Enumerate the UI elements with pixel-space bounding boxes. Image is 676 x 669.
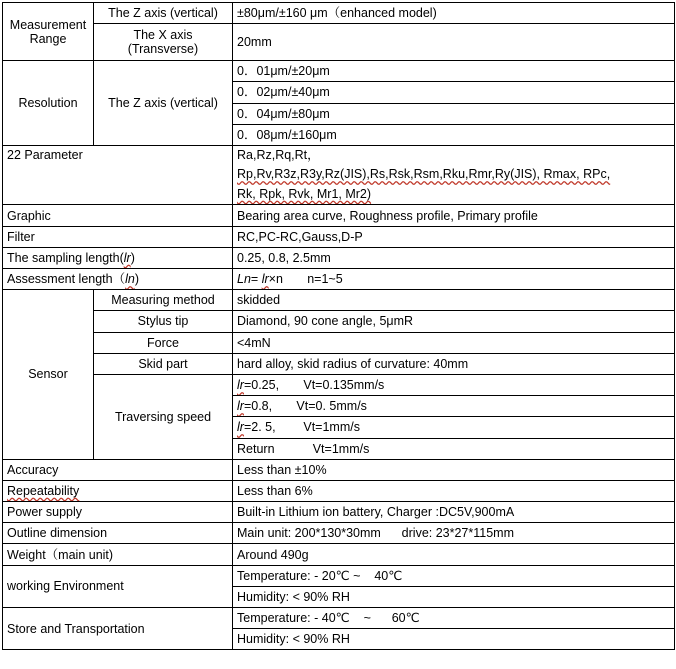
sensor-method-label: Measuring method [94, 290, 233, 311]
store-temp-value: Temperature: - 40℃ ~ 60℃ [233, 608, 675, 629]
row-store-temp [3, 608, 675, 629]
weight-label: Weight（main unit) [3, 544, 233, 565]
measurement-z-value: ±80μm/±160 μm（enhanced model) [233, 3, 675, 24]
sensor-stylus-label: Stylus tip [94, 311, 233, 332]
assessment-rest: ×n n=1~5 [268, 272, 343, 287]
resolution-z-label: The Z axis (vertical) [94, 61, 233, 146]
parameter-line-3: Rk, Rpk, Rvk, Mr1, Mr2) [237, 186, 372, 201]
graphic-value: Bearing area curve, Roughness profile, Primary profile [233, 205, 675, 226]
measurement-x-value: 20mm [233, 24, 675, 61]
row-measurement-x [3, 24, 675, 61]
resolution-value: 0．01μm/±20μm [233, 61, 675, 82]
sensor-force-value: <4mN [233, 332, 675, 353]
graphic-label: Graphic [3, 205, 233, 226]
speed-lr: lr [237, 420, 244, 435]
sensor-return-value: Return Vt=1mm/s [233, 438, 675, 459]
working-label: working Environment [3, 565, 233, 607]
row-working-temp [3, 565, 675, 586]
row-sensor-method [3, 290, 675, 311]
row-sensor-stylus [3, 311, 675, 332]
row-filter [3, 226, 675, 247]
power-value: Built-in Lithium ion battery, Charger :DC5V,900mA [233, 502, 675, 523]
resolution-label: Resolution [3, 61, 94, 146]
sampling-label [3, 247, 233, 268]
store-label: Store and Transportation [3, 608, 233, 650]
assessment-label-symbol: ln [125, 272, 135, 287]
assessment-lr: lr [261, 272, 269, 287]
row-power [3, 502, 675, 523]
speed-rest: =0.25, Vt=0.135mm/s [243, 378, 385, 393]
row-assessment [3, 269, 675, 290]
resolution-value: 0．08μm/±160μm [233, 124, 675, 145]
row-resolution-1 [3, 61, 675, 82]
sampling-value: 0.25, 0.8, 2.5mm [233, 247, 675, 268]
sensor-speed-label: Traversing speed [94, 374, 233, 459]
measurement-z-label: The Z axis (vertical) [94, 3, 233, 24]
row-sensor-speed-1 [3, 374, 675, 395]
filter-label: Filter [3, 226, 233, 247]
assessment-label-post: ) [134, 272, 140, 287]
sensor-skid-value: hard alloy, skid radius of curvature: 40mm [233, 353, 675, 374]
assessment-eq: = [250, 272, 262, 287]
assessment-label-pre: Assessment length（ [7, 272, 126, 287]
parameter-value [233, 145, 675, 205]
working-temp-value: Temperature: - 20℃ ~ 40℃ [233, 565, 675, 586]
accuracy-value: Less than ±10% [233, 459, 675, 480]
parameter-label: 22 Parameter [3, 145, 233, 205]
parameter-line-2: Rp,Rv,R3z,R3y,Rz(JIS),Rs,Rsk,Rsm,Rku,Rmr,Ry(JIS), Rmax, RPc, [237, 167, 611, 182]
sampling-label-pre: The sampling length( [7, 250, 124, 265]
sampling-label-post: ) [130, 250, 135, 265]
power-label: Power supply [3, 502, 233, 523]
assessment-ln: Ln [237, 272, 251, 287]
row-weight [3, 544, 675, 565]
parameter-line-1: Ra,Rz,Rq,Rt， [237, 147, 320, 162]
row-graphic [3, 205, 675, 226]
row-sensor-skid [3, 353, 675, 374]
spec-table [2, 2, 675, 650]
repeatability-label-text: Repeatability [7, 483, 80, 498]
resolution-value: 0．04μm/±80μm [233, 103, 675, 124]
store-humidity-value: Humidity: < 90% RH [233, 629, 675, 650]
sensor-speed-value [233, 374, 675, 395]
working-humidity-value: Humidity: < 90% RH [233, 586, 675, 607]
outline-label: Outline dimension [3, 523, 233, 544]
outline-value: Main unit: 200*130*30mm drive: 23*27*115mm [233, 523, 675, 544]
speed-lr: lr [237, 399, 244, 414]
row-repeatability [3, 480, 675, 501]
sensor-force-label: Force [94, 332, 233, 353]
row-sensor-force [3, 332, 675, 353]
measurement-range-label: Measurement Range [3, 3, 94, 61]
sampling-label-symbol: lr [123, 250, 131, 265]
row-accuracy [3, 459, 675, 480]
speed-lr: lr [237, 378, 244, 393]
speed-rest: =2. 5, Vt=1mm/s [243, 420, 360, 435]
row-measurement-z [3, 3, 675, 24]
sensor-skid-label: Skid part [94, 353, 233, 374]
weight-value: Around 490g [233, 544, 675, 565]
resolution-value: 0．02μm/±40μm [233, 82, 675, 103]
repeatability-value: Less than 6% [233, 480, 675, 501]
filter-value: RC,PC-RC,Gauss,D-P [233, 226, 675, 247]
row-outline [3, 523, 675, 544]
speed-rest: =0.8, Vt=0. 5mm/s [243, 399, 367, 414]
sensor-method-value: skidded [233, 290, 675, 311]
sensor-label: Sensor [3, 290, 94, 460]
measurement-x-label: The X axis (Transverse) [94, 24, 233, 61]
assessment-value [233, 269, 675, 290]
sensor-speed-value [233, 417, 675, 438]
row-sampling [3, 247, 675, 268]
sensor-speed-value [233, 396, 675, 417]
row-parameter [3, 145, 675, 205]
sensor-stylus-value: Diamond, 90 cone angle, 5μmR [233, 311, 675, 332]
repeatability-label [3, 480, 233, 501]
accuracy-label: Accuracy [3, 459, 233, 480]
assessment-label [3, 269, 233, 290]
